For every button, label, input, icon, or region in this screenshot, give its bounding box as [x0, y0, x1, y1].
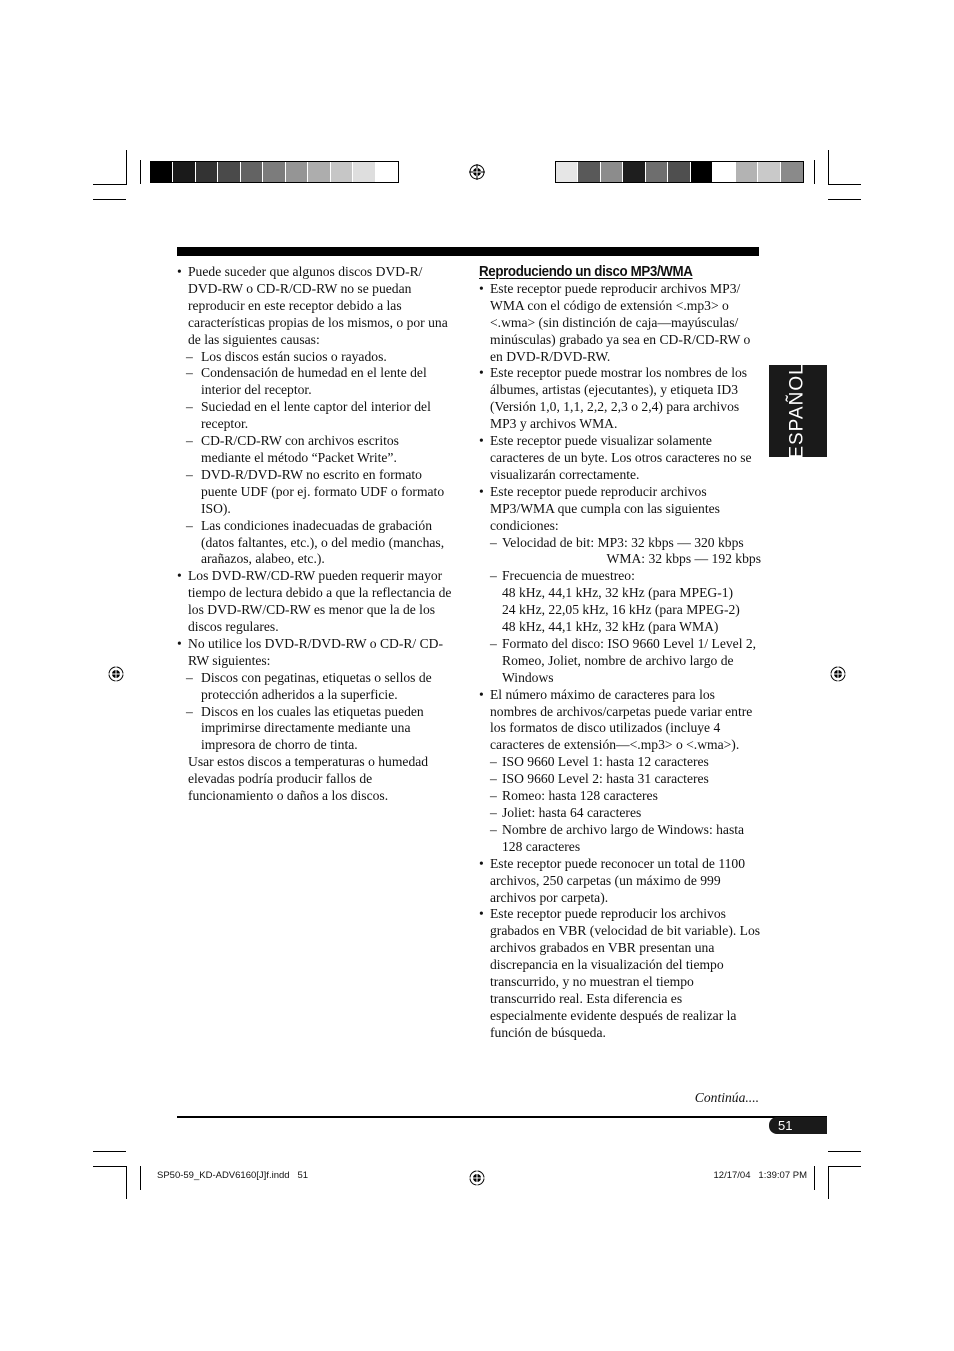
bullet-paragraph: • Los DVD-RW/CD-RW pueden requerir mayor tiempo de lectura debido a que la reflectancia de los DVD-RW/CD-RW es menor que la de los discos regulares.	[177, 568, 452, 636]
color-swatch	[668, 162, 690, 182]
continues-note: Continúa....	[694, 1090, 759, 1105]
color-swatch	[263, 162, 285, 182]
list-item-continuation: 24 kHz, 22,05 kHz, 16 kHz (para MPEG-2)	[502, 602, 740, 618]
color-swatch	[736, 162, 758, 182]
list-item: – Nombre de archivo largo de Windows: hasta 128 caracteres	[490, 822, 761, 856]
crop-mark	[828, 1166, 861, 1167]
color-swatch	[556, 162, 578, 182]
file-slug: SP50-59_KD-ADV6160[J]f.indd 51	[157, 1170, 309, 1181]
crop-mark	[814, 160, 815, 184]
list-item: – Condensación de humedad en el lente del interior del receptor.	[177, 365, 452, 399]
list-item: – Las condiciones inadecuadas de grabación (datos faltantes, etc.), o del medio (manchas, arañazos, alabeo, etc.).	[177, 518, 452, 569]
registration-mark-icon	[469, 164, 485, 180]
bullet-paragraph: • No utilice los DVD-R/DVD-RW o CD-R/ CD-RW siguientes:	[177, 636, 452, 670]
color-swatch	[353, 162, 375, 182]
color-swatch	[241, 162, 263, 182]
bullet-paragraph: • Este receptor puede reconocer un total de 1100 archivos, 250 carpetas (un máximo de 999 archivos por carpeta).	[479, 856, 761, 907]
bullet-paragraph: • Este receptor puede mostrar los nombres de los álbumes, artistas (ejecutantes), y etiqueta ID3 (Versión 1,0, 1,1, 2,2, 2,3 o 2,4) para archivos MP3 y archivos WMA.	[479, 365, 761, 433]
color-swatch	[376, 162, 398, 182]
header-rule	[177, 247, 759, 256]
list-item-continuation: 48 kHz, 44,1 kHz, 32 kHz (para WMA)	[502, 619, 719, 635]
color-calibration-bar-right	[555, 161, 804, 183]
list-item: – DVD-R/DVD-RW no escrito en formato puente UDF (por ej. formato UDF o formato ISO).	[177, 467, 452, 518]
bullet-paragraph: • Este receptor puede reproducir archivos MP3/WMA que cumpla con las siguientes condiciones:	[479, 484, 761, 535]
color-swatch	[151, 162, 173, 182]
crop-mark	[140, 160, 141, 184]
section-heading: Reproduciendo un disco MP3/WMA	[479, 264, 693, 280]
list-item: – Los discos están sucios o rayados.	[177, 349, 452, 366]
color-calibration-bar-left	[150, 161, 399, 183]
list-item-continuation: WMA: 32 kbps — 192 kbps	[606, 551, 761, 567]
crop-mark	[828, 1151, 861, 1152]
color-swatch	[218, 162, 240, 182]
list-item: – Velocidad de bit: MP3: 32 kbps — 320 kbps	[490, 535, 761, 552]
crop-mark	[126, 150, 127, 185]
crop-mark	[126, 1166, 127, 1199]
list-item: – Formato del disco: ISO 9660 Level 1/ Level 2, Romeo, Joliet, nombre de archivo largo de Windows	[490, 636, 761, 687]
note-paragraph: Usar estos discos a temperaturas o humedad elevadas podría producir fallos de funcionamiento o daños a los discos.	[188, 754, 429, 804]
color-swatch	[308, 162, 330, 182]
color-swatch	[173, 162, 195, 182]
print-timestamp: 12/17/04 1:39:07 PM	[713, 1170, 807, 1181]
page-number: 51	[769, 1117, 827, 1134]
color-swatch	[286, 162, 308, 182]
right-column	[479, 264, 761, 1042]
registration-mark-icon	[469, 1170, 485, 1186]
color-swatch	[781, 162, 803, 182]
list-item: – Discos en los cuales las etiquetas pueden imprimirse directamente mediante una impresora de chorro de tinta.	[177, 704, 452, 755]
crop-mark	[93, 1166, 126, 1167]
bullet-paragraph: • Este receptor puede reproducir archivos MP3/ WMA con el código de extensión <.mp3> o <.wma> (sin distinción de caja—mayúsculas/ minúsculas) grabado ya sea en CD-R/CD-RW o en DVD-R/DVD-RW.	[479, 281, 761, 366]
crop-mark	[828, 199, 861, 200]
list-item: – Joliet: hasta 64 caracteres	[490, 805, 761, 822]
footer-rule	[177, 1116, 827, 1118]
left-column	[177, 264, 452, 805]
bullet-paragraph: • Este receptor puede reproducir los archivos grabados en VBR (velocidad de bit variable). Los archivos grabados en VBR presentan una discrepancia en la visualización del tiempo transcurrido, y no muestran el tiempo transcurrido real. Esta diferencia es especialmente evidente después de realizar la función de búsqueda.	[479, 906, 761, 1041]
registration-mark-icon	[830, 666, 846, 682]
color-swatch	[623, 162, 645, 182]
list-item: – CD-R/CD-RW con archivos escritos mediante el método “Packet Write”.	[177, 433, 452, 467]
list-item: – ISO 9660 Level 2: hasta 31 caracteres	[490, 771, 761, 788]
color-swatch	[691, 162, 713, 182]
language-tab	[769, 365, 827, 457]
bullet-paragraph: • Este receptor puede visualizar solamente caracteres de un byte. Los otros caracteres no se visualizarán correctamente.	[479, 433, 761, 484]
color-swatch	[758, 162, 780, 182]
color-swatch	[578, 162, 600, 182]
crop-mark	[814, 1166, 815, 1190]
crop-mark	[93, 184, 126, 185]
crop-mark	[828, 150, 829, 185]
color-swatch	[601, 162, 623, 182]
list-item-continuation: 48 kHz, 44,1 kHz, 32 kHz (para MPEG-1)	[502, 585, 734, 601]
crop-mark	[93, 1151, 126, 1152]
list-item: – ISO 9660 Level 1: hasta 12 caracteres	[490, 754, 761, 771]
bullet-paragraph: • Puede suceder que algunos discos DVD-R/ DVD-RW o CD-R/CD-RW no se puedan reproducir en este receptor debido a las características propias de los mismos, o por una de las siguientes causas:	[177, 264, 452, 349]
registration-mark-icon	[108, 666, 124, 682]
language-tab-label: ESPAÑOL	[787, 363, 809, 459]
color-swatch	[331, 162, 353, 182]
bullet-paragraph: • El número máximo de caracteres para los nombres de archivos/carpetas puede variar entre los formatos de disco utilizados (incluye 4 caracteres de extensión—<.mp3> o <.wma>).	[479, 687, 761, 755]
list-item: – Frecuencia de muestreo:	[490, 568, 761, 585]
color-swatch	[646, 162, 668, 182]
list-item: – Suciedad en el lente captor del interior del receptor.	[177, 399, 452, 433]
crop-mark	[140, 1166, 141, 1190]
crop-mark	[828, 184, 861, 185]
color-swatch	[196, 162, 218, 182]
list-item: – Discos con pegatinas, etiquetas o sellos de protección adheridos a la superficie.	[177, 670, 452, 704]
crop-mark	[828, 1166, 829, 1199]
crop-mark	[93, 199, 126, 200]
color-swatch	[713, 162, 735, 182]
list-item: – Romeo: hasta 128 caracteres	[490, 788, 761, 805]
